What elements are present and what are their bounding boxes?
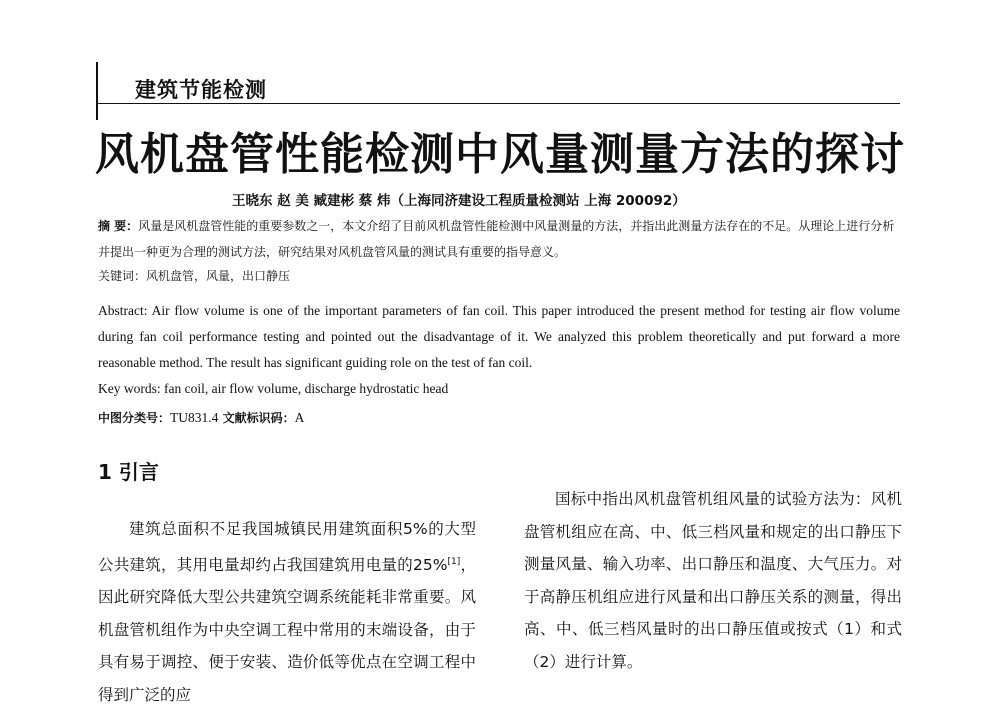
doc-code-value: A (294, 410, 305, 425)
abstract-zh-label: 摘 要： (98, 219, 139, 233)
keywords-english: Key words: fan coil, air flow volume, discharge hydrostatic head (98, 381, 449, 396)
doc-code-label: 文献标识码： (222, 411, 295, 425)
clc-value: TU831.4 (170, 410, 219, 425)
section-rule-vertical (96, 62, 98, 120)
paragraph: 国标中指出风机盘管机组风量的试验方法为：风机盘管机组应在高、中、低三档风量和规定的出口静压下测量风量、输入功率、出口静压和温度、大气压力。对于高静压机组应进行风量和出口静压关系的测量，得出高、中、低三档风量时的出口静压值或按式（1）和式（2）进行计算。 (524, 490, 902, 671)
body-column-left (98, 513, 476, 711)
abstract-zh-text: 风量是风机盘管性能的重要参数之一，本文介绍了目前风机盘管性能检测中风量测量的方法，并指出此测量方法存在的不足。从理论上进行分析并提出一种更为合理的测试方法，研究结果对风机盘管风量的测试具有重要的指导意义。 (98, 219, 895, 259)
author-affiliation-line: 王晓东 赵 美 臧建彬 蔡 炜（上海同济建设工程质量检测站 上海 200092） (232, 193, 686, 209)
citation-mark: [1] (447, 556, 461, 567)
paragraph-text-1: 建筑总面积不足我国城镇民用建筑面积5%的大型公共建筑，其用电量却约占我国建筑用电量的25% (98, 520, 476, 574)
journal-section-label: 建筑节能检测 (135, 78, 267, 102)
classification-line (98, 409, 304, 426)
body-column-right (524, 483, 902, 678)
section-heading-introduction: 1 引言 (98, 460, 159, 484)
keywords-chinese: 关键词：风机盘管，风量，出口静压 (98, 269, 291, 283)
abstract-english: Abstract: Air flow volume is one of the important parameters of fan coil. This paper introduced the present method for testing air flow volume during fan coil performance testing and pointed out the disadvantage of it. We analyzed this problem theoretically and put forward a more reasonable method. The result has significant guiding role on the test of fan coil. (98, 303, 900, 370)
clc-label: 中图分类号： (98, 411, 171, 425)
article-title: 风机盘管性能检测中风量测量方法的探讨 (95, 129, 905, 180)
paragraph-text-2: ，因此研究降低大型公共建筑空调系统能耗非常重要。风机盘管机组作为中央空调工程中常用的末端设备，由于具有易于调控、便于安装、造价低等优点在空调工程中得到广泛的应 (98, 555, 476, 704)
abstract-chinese (98, 213, 900, 265)
paragraph (98, 513, 476, 711)
